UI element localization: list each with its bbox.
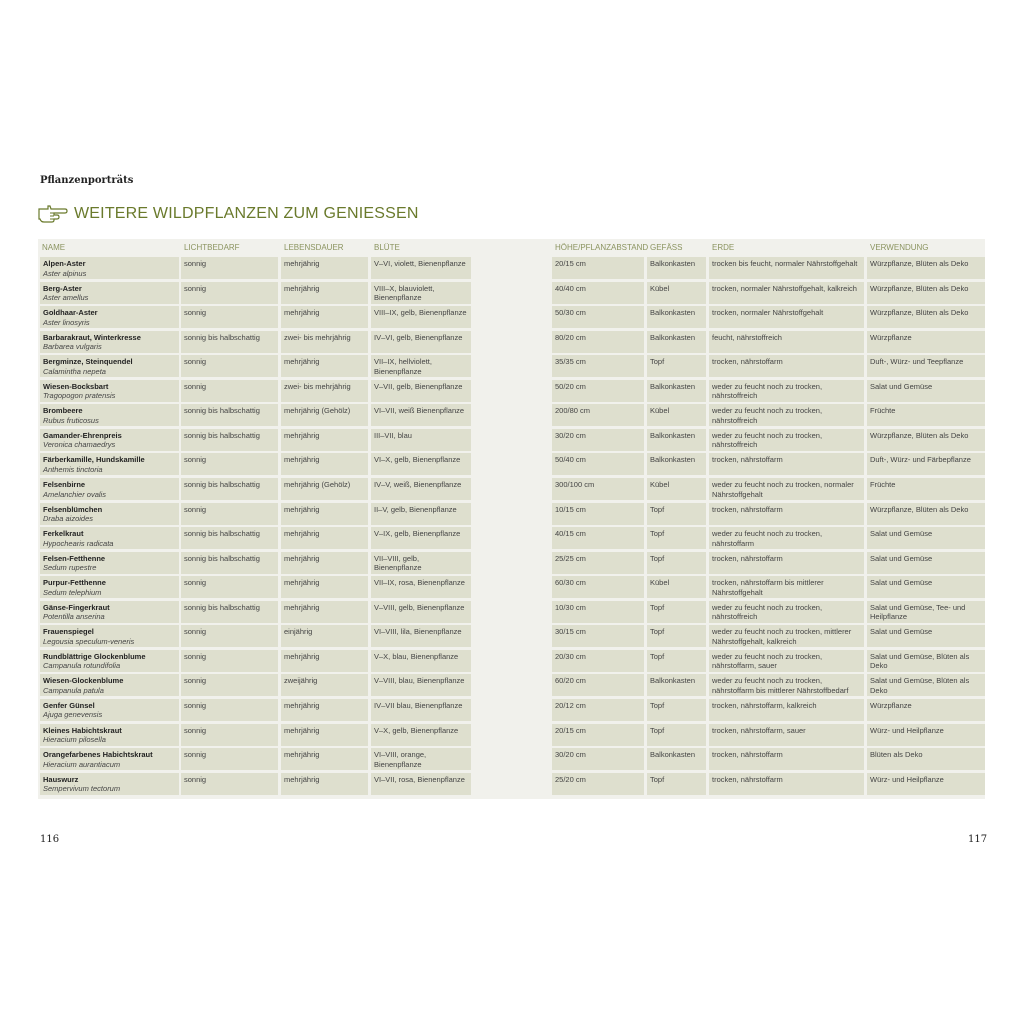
table-cell-licht: sonnig bis halbschattig — [181, 429, 278, 451]
table-cell-bluete: VIII–X, blauviolett, Bienenpflanze — [371, 282, 471, 304]
table-cell-verwendung: Würz- und Heilpflanze — [867, 773, 985, 795]
table-cell-name — [40, 429, 179, 451]
table-cell-hoehe: 30/20 cm — [552, 748, 644, 770]
table-cell-gefaess: Balkonkasten — [647, 748, 706, 770]
plant-name: Berg-Aster — [43, 283, 82, 293]
plant-name: Felsenblümchen — [43, 504, 103, 514]
table-cell-bluete: IV–VII blau, Bienenpflanze — [371, 699, 471, 721]
table-cell-bluete: VI–VIII, orange, Bienenpflanze — [371, 748, 471, 770]
table-cell-verwendung: Würzpflanze — [867, 331, 985, 353]
table-cell-name — [40, 257, 179, 279]
table-cell-hoehe: 20/15 cm — [552, 724, 644, 746]
table-cell-lebensdauer: mehrjährig — [281, 576, 368, 598]
plant-name: Wiesen-Bocksbart — [43, 381, 109, 391]
table-cell-gefaess: Balkonkasten — [647, 380, 706, 402]
table-cell-name — [40, 306, 179, 328]
table-cell-licht: sonnig — [181, 748, 278, 770]
page-number-left: 116 — [40, 834, 60, 845]
plant-name: Brombeere — [43, 406, 83, 416]
table-cell-gefaess: Topf — [647, 355, 706, 377]
plant-latin-name: Barbarea vulgaris — [43, 342, 102, 352]
plant-latin-name: Aster linosyris — [43, 317, 90, 327]
table-cell-lebensdauer: mehrjährig — [281, 601, 368, 623]
plant-latin-name: Campanula patula — [43, 685, 104, 695]
table-cell-licht: sonnig bis halbschattig — [181, 404, 278, 426]
table-cell-erde: trocken, nährstoffarm — [709, 453, 864, 475]
table-cell-lebensdauer: zwei- bis mehrjährig — [281, 331, 368, 353]
plant-name: Gamander-Ehrenpreis — [43, 430, 122, 440]
table-cell-hoehe: 50/30 cm — [552, 306, 644, 328]
table-cell-name — [40, 748, 179, 770]
plant-name: Wiesen-Glockenblume — [43, 676, 124, 686]
table-cell-verwendung: Würzpflanze, Blüten als Deko — [867, 306, 985, 328]
plant-name: Orangefarbenes Habichtskraut — [43, 750, 153, 759]
plant-latin-name: Veronica chamaedrys — [43, 440, 116, 450]
table-cell-licht: sonnig bis halbschattig — [181, 527, 278, 549]
table-cell-verwendung: Blüten als Deko — [867, 748, 985, 770]
plant-latin-name: Sedum telephium — [43, 587, 102, 597]
table-cell-lebensdauer: mehrjährig — [281, 306, 368, 328]
table-cell-verwendung: Salat und Gemüse, Blüten als Deko — [867, 650, 985, 672]
table-cell-erde: weder zu feucht noch zu trocken, normaler Nährstoffgehalt — [709, 478, 864, 500]
table-cell-bluete: IV–VI, gelb, Bienenpflanze — [371, 331, 471, 353]
table-cell-name — [40, 282, 179, 304]
table-cell-gefaess: Balkonkasten — [647, 331, 706, 353]
table-cell-licht: sonnig — [181, 355, 278, 377]
table-cell-bluete: VII–IX, rosa, Bienenpflanze — [371, 576, 471, 598]
plant-name: Kleines Habichtskraut — [43, 725, 122, 735]
plant-latin-name: Campanula rotundifolia — [43, 661, 121, 671]
table-cell-hoehe: 35/35 cm — [552, 355, 644, 377]
plant-latin-name: Aster alpinus — [43, 268, 87, 278]
table-cell-gefaess: Topf — [647, 650, 706, 672]
table-cell-erde: trocken, normaler Nährstoffgehalt, kalkreich — [709, 282, 864, 304]
plant-latin-name: Amelanchier ovalis — [43, 489, 106, 499]
table-cell-verwendung: Salat und Gemüse — [867, 552, 985, 574]
table-cell-erde: trocken, nährstoffarm bis mittlerer Nährstoffgehalt — [709, 576, 864, 598]
table-cell-verwendung: Salat und Gemüse — [867, 380, 985, 402]
table-cell-verwendung: Salat und Gemüse, Blüten als Deko — [867, 674, 985, 696]
table-cell-name — [40, 674, 179, 696]
table-cell-verwendung: Duft-, Würz- und Färbepflanze — [867, 453, 985, 475]
table-cell-bluete: VIII–IX, gelb, Bienenpflanze — [371, 306, 471, 328]
table-cell-erde: weder zu feucht noch zu trocken, nährstoffarm bis mittlerer Nährstoffbedarf — [709, 674, 864, 696]
table-cell-licht: sonnig — [181, 453, 278, 475]
table-cell-licht: sonnig — [181, 724, 278, 746]
table-cell-gefaess: Topf — [647, 503, 706, 525]
table-cell-lebensdauer: mehrjährig — [281, 773, 368, 795]
plant-name: Genfer Günsel — [43, 700, 95, 710]
table-cell-hoehe: 60/30 cm — [552, 576, 644, 598]
table-cell-gefaess: Topf — [647, 601, 706, 623]
table-cell-gefaess: Balkonkasten — [647, 429, 706, 451]
table-cell-hoehe: 80/20 cm — [552, 331, 644, 353]
plant-name: Felsenbirne — [43, 480, 86, 489]
table-cell-bluete: IV–V, weiß, Bienenpflanze — [371, 478, 471, 500]
plant-latin-name: Anthemis tinctoria — [43, 464, 103, 474]
table-cell-licht: sonnig — [181, 625, 278, 647]
table-cell-licht: sonnig — [181, 699, 278, 721]
plant-latin-name: Legousia speculum-veneris — [43, 636, 135, 646]
table-cell-lebensdauer: mehrjährig — [281, 748, 368, 770]
table-cell-bluete: II–V, gelb, Bienenpflanze — [371, 503, 471, 525]
table-cell-bluete: V–IX, gelb, Bienenpflanze — [371, 527, 471, 549]
table-cell-licht: sonnig — [181, 674, 278, 696]
table-cell-name — [40, 404, 179, 426]
table-cell-hoehe: 40/15 cm — [552, 527, 644, 549]
plant-latin-name: Rubus fruticosus — [43, 415, 99, 425]
table-cell-licht: sonnig bis halbschattig — [181, 601, 278, 623]
plant-name: Felsen-Fetthenne — [43, 553, 106, 563]
plant-name: Alpen-Aster — [43, 259, 86, 268]
table-cell-bluete: VII–IX, hellviolett, Bienenpflanze — [371, 355, 471, 377]
table-cell-hoehe: 10/30 cm — [552, 601, 644, 623]
table-cell-licht: sonnig — [181, 576, 278, 598]
plant-name: Rundblättrige Glockenblume — [43, 651, 146, 661]
table-cell-bluete: VI–VII, rosa, Bienenpflanze — [371, 773, 471, 795]
table-cell-hoehe: 300/100 cm — [552, 478, 644, 500]
table-cell-verwendung: Salat und Gemüse — [867, 576, 985, 598]
plant-name: Purpur-Fetthenne — [43, 578, 106, 588]
plant-name: Frauenspiegel — [43, 627, 94, 637]
table-cell-licht: sonnig — [181, 257, 278, 279]
table-cell-bluete: VII–VIII, gelb, Bienenpflanze — [371, 552, 471, 574]
table-cell-name — [40, 527, 179, 549]
column-header-lebensdauer: LEBENSDAUER — [284, 243, 344, 252]
table-cell-verwendung: Würzpflanze — [867, 699, 985, 721]
plant-name: Gänse-Fingerkraut — [43, 602, 110, 612]
table-cell-lebensdauer: zwei- bis mehrjährig — [281, 380, 368, 402]
table-cell-licht: sonnig — [181, 773, 278, 795]
table-cell-lebensdauer: mehrjährig — [281, 699, 368, 721]
plant-latin-name: Hypochearis radicata — [43, 538, 114, 548]
table-cell-erde: trocken, normaler Nährstoffgehalt — [709, 306, 864, 328]
table-cell-erde: weder zu feucht noch zu trocken, nährstoffreich — [709, 380, 864, 402]
table-cell-name — [40, 699, 179, 721]
table-cell-hoehe: 25/20 cm — [552, 773, 644, 795]
table-cell-gefaess: Topf — [647, 773, 706, 795]
table-cell-lebensdauer: zweijährig — [281, 674, 368, 696]
table-cell-hoehe: 30/15 cm — [552, 625, 644, 647]
table-cell-lebensdauer: mehrjährig — [281, 257, 368, 279]
heading — [38, 205, 419, 223]
table-cell-hoehe: 20/30 cm — [552, 650, 644, 672]
table-cell-licht: sonnig bis halbschattig — [181, 478, 278, 500]
table-cell-lebensdauer: mehrjährig — [281, 527, 368, 549]
table-cell-hoehe: 40/40 cm — [552, 282, 644, 304]
table-cell-lebensdauer: mehrjährig — [281, 282, 368, 304]
table-cell-erde: trocken, nährstoffarm, sauer — [709, 724, 864, 746]
column-header-licht: LICHTBEDARF — [184, 243, 240, 252]
table-cell-erde: weder zu feucht noch zu trocken, nährstoffarm — [709, 527, 864, 549]
pointing-hand-icon — [38, 205, 68, 223]
table-cell-erde: weder zu feucht noch zu trocken, nährstoffreich — [709, 601, 864, 623]
heading-title: WEITERE WILDPFLANZEN ZUM GENIESSEN — [74, 205, 419, 222]
plant-latin-name: Hieracium pilosella — [43, 735, 106, 744]
table-cell-erde: trocken bis feucht, normaler Nährstoffgehalt — [709, 257, 864, 279]
table-cell-verwendung: Duft-, Würz- und Teepflanze — [867, 355, 985, 377]
table-cell-erde: weder zu feucht noch zu trocken, nährstoffarm, sauer — [709, 650, 864, 672]
table-cell-hoehe: 25/25 cm — [552, 552, 644, 574]
table-cell-gefaess: Kübel — [647, 478, 706, 500]
table-cell-hoehe: 20/12 cm — [552, 699, 644, 721]
table-cell-gefaess: Balkonkasten — [647, 453, 706, 475]
plant-latin-name: Hieracium aurantiacum — [43, 759, 121, 769]
table-cell-hoehe: 50/20 cm — [552, 380, 644, 402]
table-cell-hoehe: 10/15 cm — [552, 503, 644, 525]
table-cell-lebensdauer: mehrjährig (Gehölz) — [281, 478, 368, 500]
table-cell-bluete: VI–VII, weiß Bienenpflanze — [371, 404, 471, 426]
plant-name: Barbarakraut, Winterkresse — [43, 332, 141, 342]
table-cell-licht: sonnig bis halbschattig — [181, 552, 278, 574]
table-cell-erde: weder zu feucht noch zu trocken, nährstoffreich — [709, 404, 864, 426]
table-cell-lebensdauer: mehrjährig — [281, 724, 368, 746]
table-cell-name — [40, 625, 179, 647]
table-cell-gefaess: Topf — [647, 724, 706, 746]
table-cell-lebensdauer: mehrjährig — [281, 552, 368, 574]
table-cell-verwendung: Salat und Gemüse, Tee- und Heilpflanze — [867, 601, 985, 623]
table-cell-name — [40, 650, 179, 672]
table-cell-bluete: V–VIII, gelb, Bienenpflanze — [371, 601, 471, 623]
table-cell-verwendung: Salat und Gemüse — [867, 625, 985, 647]
table-cell-erde: trocken, nährstoffarm — [709, 773, 864, 795]
table-cell-name — [40, 478, 179, 500]
column-header-erde: ERDE — [712, 243, 735, 252]
table-cell-gefaess: Balkonkasten — [647, 257, 706, 279]
plant-latin-name: Sempervivum tectorum — [43, 784, 121, 794]
column-header-bluete: BLÜTE — [374, 243, 400, 252]
column-header-gefaess: GEFÄSS — [650, 243, 683, 252]
table-cell-bluete: VI–X, gelb, Bienenpflanze — [371, 453, 471, 475]
table-cell-bluete: VI–VIII, lila, Bienenpflanze — [371, 625, 471, 647]
table-cell-verwendung: Früchte — [867, 404, 985, 426]
table-cell-licht: sonnig — [181, 282, 278, 304]
table-cell-gefaess: Kübel — [647, 404, 706, 426]
table-cell-licht: sonnig — [181, 306, 278, 328]
table-cell-licht: sonnig bis halbschattig — [181, 331, 278, 353]
column-header-verwendung: VERWENDUNG — [870, 243, 929, 252]
table-cell-erde: trocken, nährstoffarm — [709, 355, 864, 377]
table-cell-name — [40, 576, 179, 598]
plant-latin-name: Sedum rupestre — [43, 563, 97, 573]
plant-name: Bergminze, Steinquendel — [43, 357, 133, 367]
table-cell-name — [40, 331, 179, 353]
plant-latin-name: Tragopogon pratensis — [43, 391, 116, 401]
table-cell-bluete: V–X, gelb, Bienenpflanze — [371, 724, 471, 746]
table-cell-licht: sonnig — [181, 380, 278, 402]
table-cell-hoehe: 30/20 cm — [552, 429, 644, 451]
table-cell-name — [40, 601, 179, 623]
plant-name: Hauswurz — [43, 774, 79, 784]
table-cell-erde: weder zu feucht noch zu trocken, mittlerer Nährstoffgehalt, kalkreich — [709, 625, 864, 647]
table-cell-gefaess: Balkonkasten — [647, 306, 706, 328]
table-cell-name — [40, 453, 179, 475]
plant-name: Färberkamille, Hundskamille — [43, 455, 145, 465]
table-cell-lebensdauer: mehrjährig (Gehölz) — [281, 404, 368, 426]
table-cell-lebensdauer: mehrjährig — [281, 503, 368, 525]
plant-name: Goldhaar-Aster — [43, 308, 98, 318]
table-cell-verwendung: Früchte — [867, 478, 985, 500]
page-number-right: 117 — [968, 834, 988, 845]
table-cell-verwendung: Salat und Gemüse — [867, 527, 985, 549]
table-cell-hoehe: 200/80 cm — [552, 404, 644, 426]
table-cell-name — [40, 503, 179, 525]
table-cell-verwendung: Würzpflanze, Blüten als Deko — [867, 429, 985, 451]
table-cell-gefaess: Balkonkasten — [647, 674, 706, 696]
table-cell-name — [40, 724, 179, 746]
table-cell-erde: trocken, nährstoffarm — [709, 552, 864, 574]
table-cell-gefaess: Topf — [647, 552, 706, 574]
table-cell-hoehe: 60/20 cm — [552, 674, 644, 696]
table-cell-verwendung: Würzpflanze, Blüten als Deko — [867, 282, 985, 304]
plant-latin-name: Potentilla anserina — [43, 612, 105, 622]
table-cell-lebensdauer: mehrjährig — [281, 355, 368, 377]
table-cell-verwendung: Würzpflanze, Blüten als Deko — [867, 257, 985, 279]
table-cell-gefaess: Kübel — [647, 576, 706, 598]
table-cell-erde: trocken, nährstoffarm — [709, 503, 864, 525]
table-cell-bluete: V–VI, violett, Bienenpflanze — [371, 257, 471, 279]
table-cell-hoehe: 20/15 cm — [552, 257, 644, 279]
table-cell-erde: weder zu feucht noch zu trocken, nährstoffreich — [709, 429, 864, 451]
table-cell-lebensdauer: mehrjährig — [281, 429, 368, 451]
plant-latin-name: Draba aizoides — [43, 514, 94, 523]
table-cell-name — [40, 380, 179, 402]
table-cell-gefaess: Topf — [647, 625, 706, 647]
plant-latin-name: Ajuga genevensis — [43, 710, 103, 720]
section-label: Pflanzenporträts — [40, 175, 134, 186]
table-cell-erde: trocken, nährstoffarm — [709, 748, 864, 770]
plant-latin-name: Aster amellus — [43, 293, 89, 303]
table-cell-licht: sonnig — [181, 650, 278, 672]
table-cell-licht: sonnig — [181, 503, 278, 525]
table-cell-lebensdauer: mehrjährig — [281, 650, 368, 672]
table-cell-hoehe: 50/40 cm — [552, 453, 644, 475]
table-cell-bluete: V–X, blau, Bienenpflanze — [371, 650, 471, 672]
table-cell-erde: trocken, nährstoffarm, kalkreich — [709, 699, 864, 721]
table-cell-gefaess: Kübel — [647, 282, 706, 304]
plant-name: Ferkelkraut — [43, 529, 84, 538]
table-cell-lebensdauer: einjährig — [281, 625, 368, 647]
table-cell-gefaess: Topf — [647, 527, 706, 549]
table-cell-lebensdauer: mehrjährig — [281, 453, 368, 475]
table-cell-erde: feucht, nährstoffreich — [709, 331, 864, 353]
table-cell-bluete: V–VII, gelb, Bienenpflanze — [371, 380, 471, 402]
table-cell-name — [40, 355, 179, 377]
table-cell-gefaess: Topf — [647, 699, 706, 721]
table-cell-verwendung: Würz- und Heilpflanze — [867, 724, 985, 746]
column-header-name: NAME — [42, 243, 66, 252]
table-cell-name — [40, 773, 179, 795]
table-cell-verwendung: Würzpflanze, Blüten als Deko — [867, 503, 985, 525]
table-cell-bluete: III–VII, blau — [371, 429, 471, 451]
column-header-hoehe: HÖHE/PFLANZABSTAND — [555, 243, 649, 252]
table-cell-name — [40, 552, 179, 574]
plant-latin-name: Calamintha nepeta — [43, 366, 106, 376]
table-cell-bluete: V–VIII, blau, Bienenpflanze — [371, 674, 471, 696]
